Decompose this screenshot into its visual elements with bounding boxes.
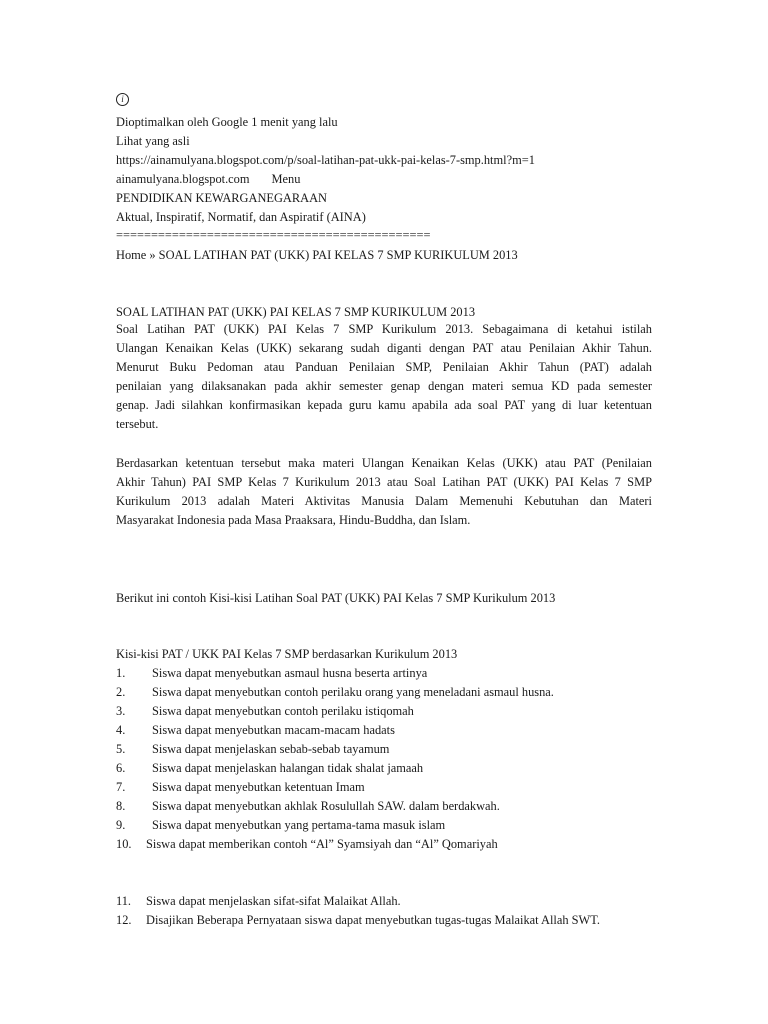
list-item xyxy=(116,798,500,814)
list-text: Siswa dapat menyebutkan ketentuan Imam xyxy=(152,780,365,794)
paragraph-line: Ulangan Kenaikan Kelas (UKK) sekarang sudah diganti dengan PAT atau Penilaian Akhir Tahun. xyxy=(116,341,652,355)
paragraph-line: penilaian yang dilaksanakan pada akhir semester genap dengan materi semua KD pada semester xyxy=(116,379,652,393)
list-number: 1. xyxy=(116,666,126,680)
list-number: 9. xyxy=(116,818,126,832)
list-text: Siswa dapat menyebutkan akhlak Rosulullah SAW. dalam berdakwah. xyxy=(152,799,500,813)
list-number: 3. xyxy=(116,704,126,718)
list-number: 12. xyxy=(116,913,132,927)
list-item xyxy=(116,817,445,833)
list-text: Siswa dapat menyebutkan macam-macam hadats xyxy=(152,723,395,737)
paragraph-line: Menurut Buku Pedoman atau Panduan Penilaian SMP, Penilaian Akhir Tahun (PAT) adalah xyxy=(116,360,652,374)
blog-title[interactable]: PENDIDIKAN KEWARGANEGARAAN xyxy=(116,191,327,205)
paragraph-line: Akhir Tahun) PAI SMP Kelas 7 Kurikulum 2013 atau Soal Latihan PAT (UKK) PAI Kelas 7 SMP xyxy=(116,475,652,489)
list-number: 2. xyxy=(116,685,126,699)
list-item xyxy=(116,684,554,700)
list-number: 4. xyxy=(116,723,126,737)
list-item xyxy=(116,760,423,776)
menu-button[interactable]: Menu xyxy=(271,172,301,186)
list-item xyxy=(116,722,395,738)
view-original-link[interactable]: Lihat yang asli xyxy=(116,134,190,148)
paragraph-line: Masyarakat Indonesia pada Masa Praaksara, Hindu-Buddha, dan Islam. xyxy=(116,513,471,527)
list-number: 10. xyxy=(116,837,132,851)
list-text: Siswa dapat menyebutkan contoh perilaku orang yang meneladani asmaul husna. xyxy=(152,685,554,699)
list-text: Siswa dapat menyebutkan asmaul husna beserta artinya xyxy=(152,666,428,680)
source-url[interactable]: https://ainamulyana.blogspot.com/p/soal-latihan-pat-ukk-pai-kelas-7-smp.html?m=1 xyxy=(116,153,535,167)
list-item xyxy=(116,703,414,719)
list-number: 5. xyxy=(116,742,126,756)
paragraph-1 xyxy=(116,320,652,434)
separator: ============================================= xyxy=(116,228,431,242)
site-name[interactable]: ainamulyana.blogspot.com xyxy=(116,172,250,186)
optimized-notice: Dioptimalkan oleh Google 1 menit yang lalu xyxy=(116,115,338,129)
paragraph-line: tersebut. xyxy=(116,417,159,431)
list-text: Siswa dapat menjelaskan sifat-sifat Malaikat Allah. xyxy=(146,894,401,908)
paragraph-line: Berdasarkan ketentuan tersebut maka materi Ulangan Kenaikan Kelas (UKK) atau PAT (Penilaian xyxy=(116,456,652,470)
list-item xyxy=(116,741,389,757)
info-icon[interactable]: i xyxy=(116,93,129,106)
kisi-intro: Berikut ini contoh Kisi-kisi Latihan Soal PAT (UKK) PAI Kelas 7 SMP Kurikulum 2013 xyxy=(116,591,556,605)
site-bar xyxy=(116,171,300,187)
list-text: Siswa dapat memberikan contoh “Al” Syamsiyah dan “Al” Qomariyah xyxy=(146,837,498,851)
paragraph-2 xyxy=(116,454,652,530)
list-number: 11. xyxy=(116,894,132,908)
paragraph-line: Soal Latihan PAT (UKK) PAI Kelas 7 SMP Kurikulum 2013. Sebagaimana di ketahui istilah xyxy=(116,322,652,336)
list-text: Siswa dapat menjelaskan sebab-sebab tayamum xyxy=(152,742,390,756)
list-text: Siswa dapat menjelaskan halangan tidak shalat jamaah xyxy=(152,761,424,775)
article-title: SOAL LATIHAN PAT (UKK) PAI KELAS 7 SMP KURIKULUM 2013 xyxy=(116,305,476,319)
kisi-title: Kisi-kisi PAT / UKK PAI Kelas 7 SMP berdasarkan Kurikulum 2013 xyxy=(116,647,458,661)
list-text: Disajikan Beberapa Pernyataan siswa dapat menyebutkan tugas-tugas Malaikat Allah SWT. xyxy=(146,913,600,927)
paragraph-line: genap. Jadi silahkan konfirmasikan kepada guru kamu apabila ada soal PAT yang di luar ketentuan xyxy=(116,398,652,412)
list-item xyxy=(116,893,401,909)
list-item xyxy=(116,779,365,795)
list-number: 6. xyxy=(116,761,126,775)
list-item xyxy=(116,836,498,852)
blog-tagline: Aktual, Inspiratif, Normatif, dan Aspiratif (AINA) xyxy=(116,210,366,224)
list-item xyxy=(116,912,600,928)
list-text: Siswa dapat menyebutkan yang pertama-tama masuk islam xyxy=(152,818,446,832)
list-number: 8. xyxy=(116,799,126,813)
paragraph-line: Kurikulum 2013 adalah Materi Aktivitas Manusia Dalam Memenuhi Kebutuhan dan Materi xyxy=(116,494,652,508)
list-item xyxy=(116,665,427,681)
breadcrumb[interactable]: Home » SOAL LATIHAN PAT (UKK) PAI KELAS 7 SMP KURIKULUM 2013 xyxy=(116,248,518,262)
list-number: 7. xyxy=(116,780,126,794)
list-text: Siswa dapat menyebutkan contoh perilaku istiqomah xyxy=(152,704,414,718)
